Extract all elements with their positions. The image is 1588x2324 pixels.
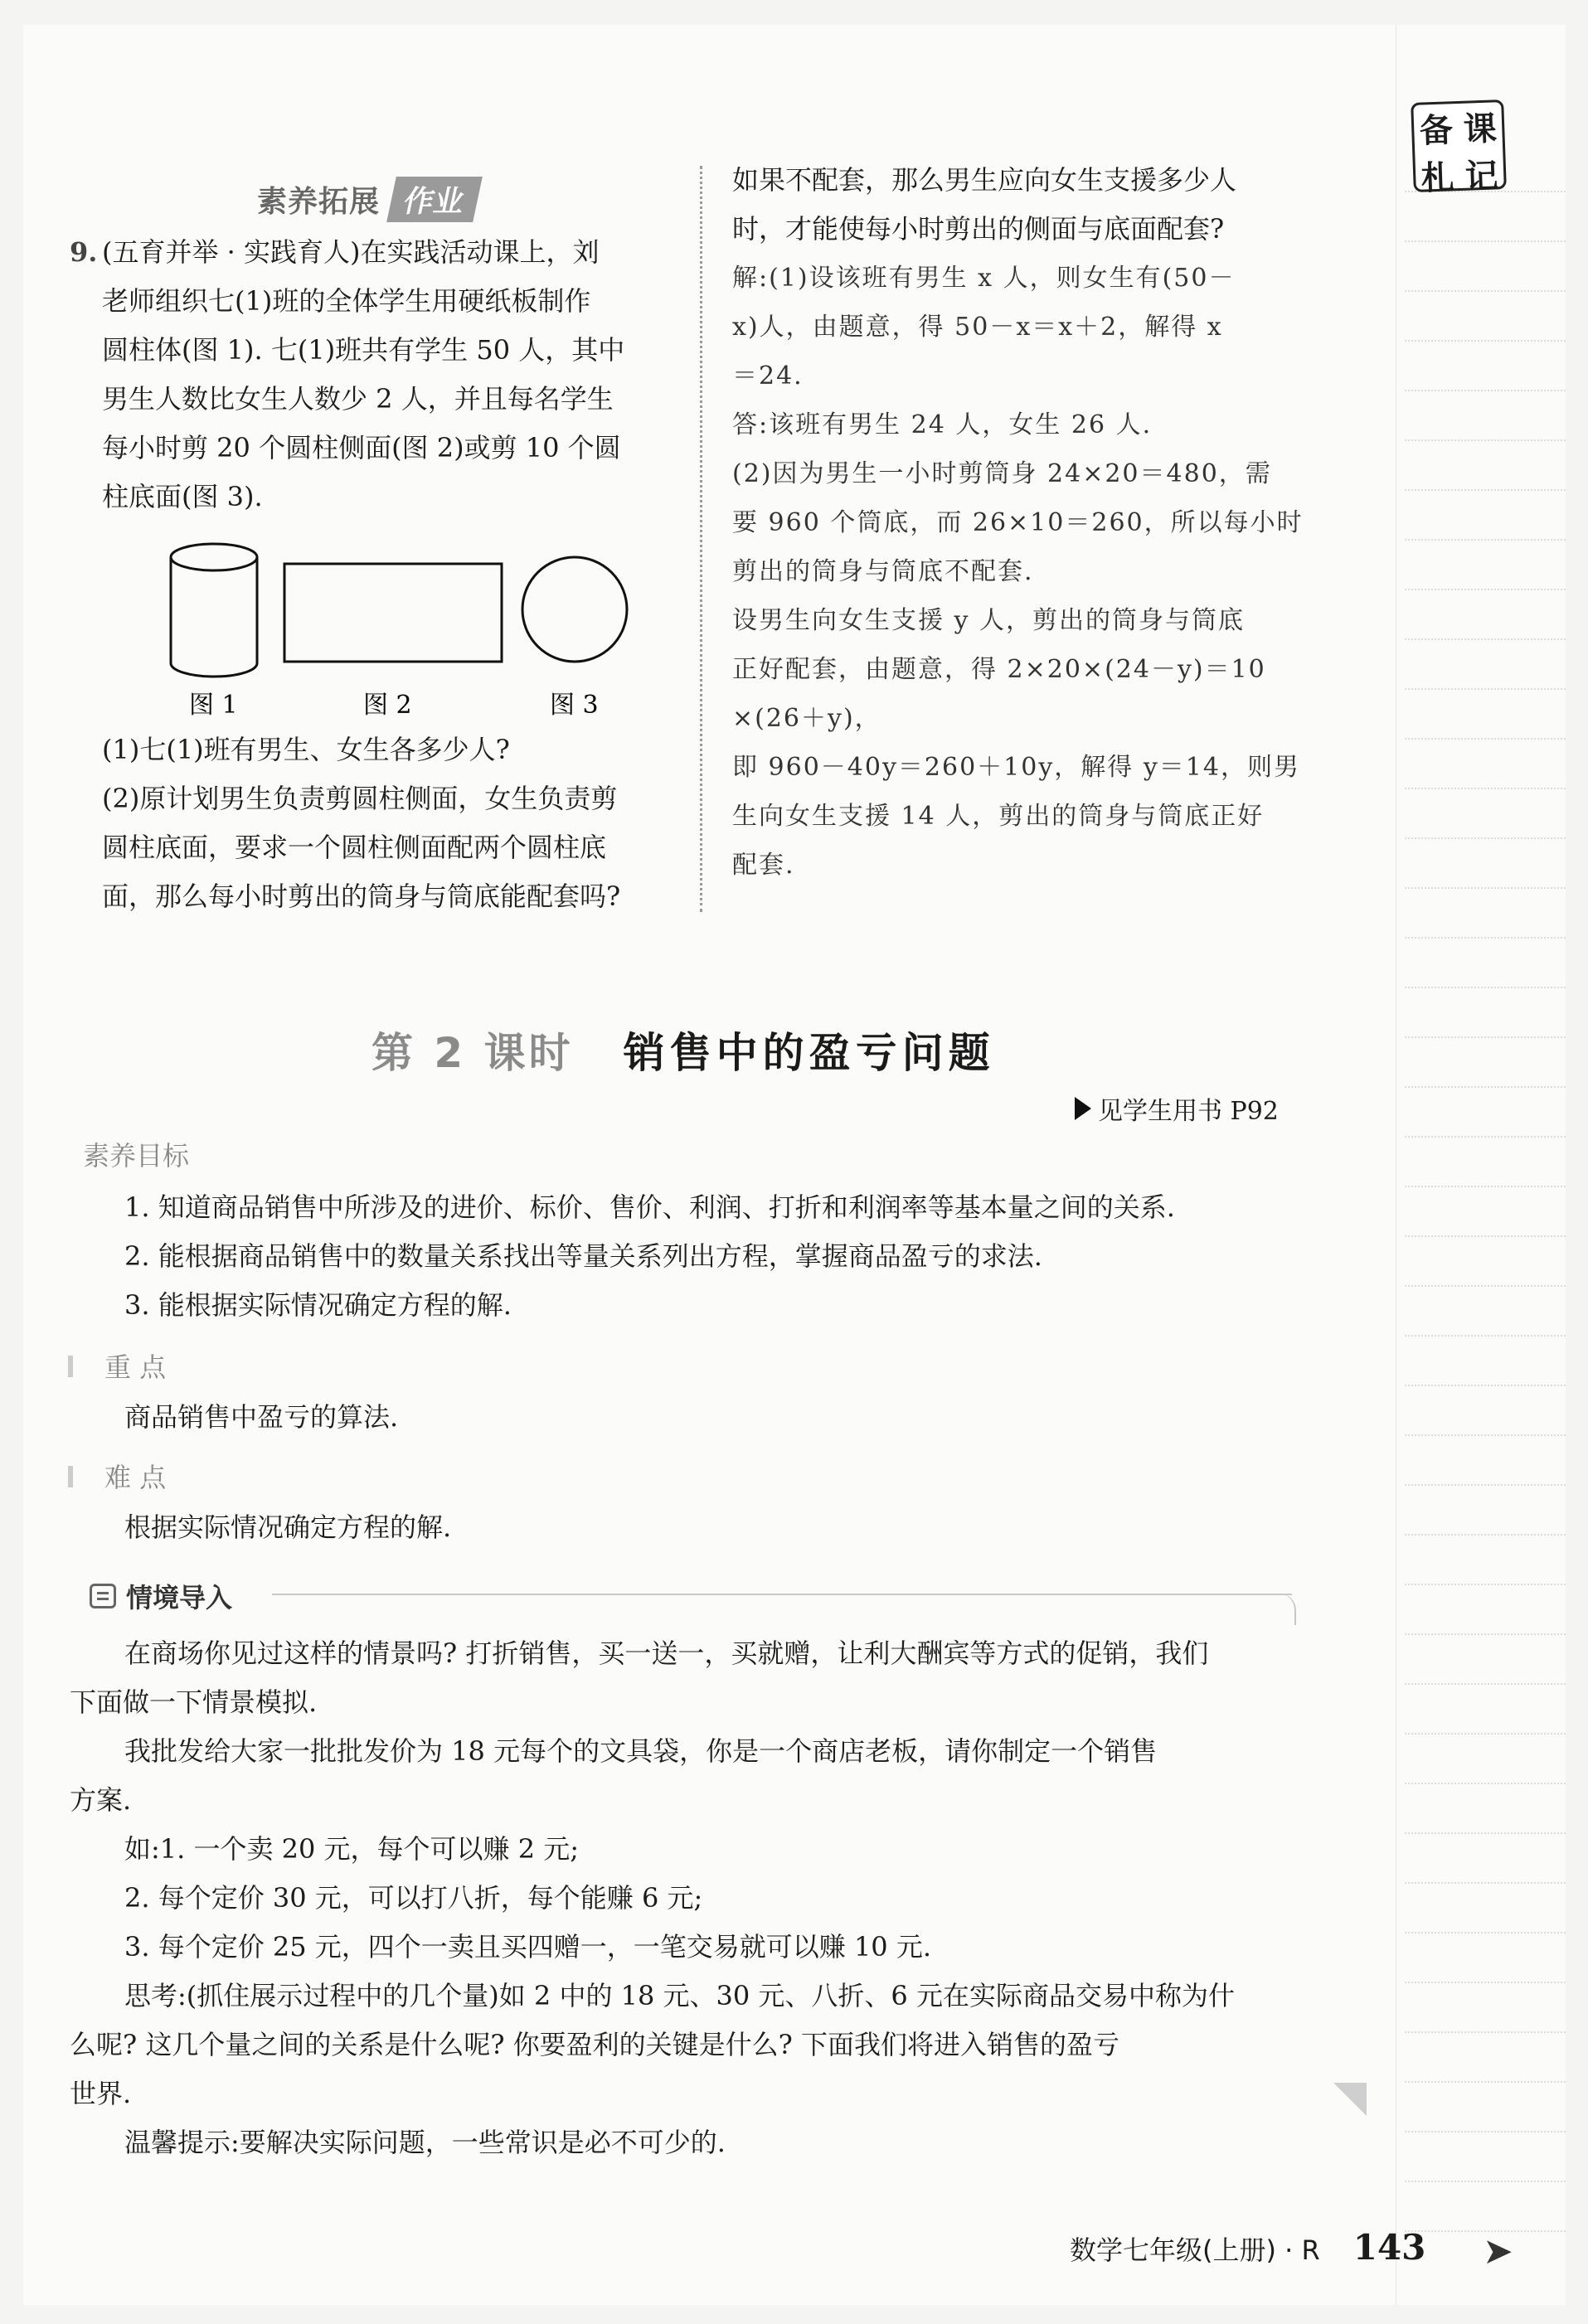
question-part: (2)原计划男生负责剪圆柱侧面，女生负责剪 xyxy=(102,783,618,814)
note-line xyxy=(1405,240,1566,242)
fig-label: 图 1 xyxy=(189,691,238,720)
note-line xyxy=(1405,1584,1566,1585)
divider-curl xyxy=(1271,1594,1296,1625)
question-line: 老师组织七(1)班的全体学生用硬纸板制作 xyxy=(102,285,591,317)
note-line xyxy=(1405,539,1566,541)
student-book-ref xyxy=(1075,1090,1279,1127)
difficulty-text: 根据实际情况确定方程的解. xyxy=(124,1511,452,1543)
answer-line: 解:(1)设该班有男生 x 人，则女生有(50－ xyxy=(732,264,1236,293)
note-line xyxy=(1405,1434,1566,1436)
note-line xyxy=(1405,1335,1566,1337)
answer-line: ＝24. xyxy=(732,361,804,391)
note-line xyxy=(1405,390,1566,391)
chat-icon xyxy=(90,1584,116,1608)
note-line xyxy=(1405,439,1566,441)
note-line xyxy=(1405,2031,1566,2033)
answer-line: 设男生向女生支援 y 人，剪出的筒身与筒底 xyxy=(732,606,1246,635)
question-line: 柱底面(图 3). xyxy=(102,481,263,512)
note-line xyxy=(1405,1982,1566,1983)
badge-char: 课 xyxy=(1463,109,1498,149)
answer-line: 配套. xyxy=(732,851,795,880)
note-line xyxy=(1405,1683,1566,1685)
situation-line: 温馨提示:要解决实际问题，一些常识是必不可少的. xyxy=(124,2127,726,2158)
note-line xyxy=(1405,987,1566,988)
rectangle-figure xyxy=(284,564,502,662)
note-line xyxy=(1405,2181,1566,2182)
homework-banner-tag: 作业 xyxy=(386,177,483,222)
note-line xyxy=(1405,1633,1566,1635)
answer-line: 正好配套，由题意，得 2×20×(24－y)＝10 xyxy=(732,655,1266,684)
note-line xyxy=(1405,2081,1566,2083)
bar-icon xyxy=(68,1356,73,1377)
situation-line: 么呢? 这几个量之间的关系是什么呢? 你要盈利的关键是什么? 下面我们将进入销售的盈亏 xyxy=(70,2029,1119,2060)
question-line: (五育并举 · 实践育人)在实践活动课上，刘 xyxy=(102,236,600,268)
lesson-number: 第 2 课时 xyxy=(372,1029,574,1077)
notes-column xyxy=(1396,25,1566,2305)
key-point-label: 重 点 xyxy=(104,1351,167,1383)
cylinder-figure xyxy=(171,544,257,677)
note-line xyxy=(1405,1832,1566,1834)
ref-text: 见学生用书 P92 xyxy=(1098,1097,1279,1126)
badge-char: 备 xyxy=(1419,111,1454,151)
note-line xyxy=(1405,1086,1566,1088)
note-line xyxy=(1405,638,1566,640)
notes-badge xyxy=(1411,99,1507,198)
situation-line: 下面做一下情景模拟. xyxy=(70,1686,318,1718)
situation-line: 思考:(抓住展示过程中的几个量)如 2 中的 18 元、30 元、八折、6 元在实际商品交易中称为什 xyxy=(124,1980,1235,2011)
situation-header xyxy=(90,1577,232,1615)
question-line: 男生人数比女生人数少 2 人，并且每名学生 xyxy=(102,383,614,415)
question-line: 每小时剪 20 个圆柱侧面(图 2)或剪 10 个圆 xyxy=(102,432,621,463)
note-line xyxy=(1405,688,1566,690)
key-point-text: 商品销售中盈亏的算法. xyxy=(124,1401,399,1433)
note-line xyxy=(1405,1186,1566,1187)
note-line xyxy=(1405,340,1566,342)
question-number: 9. xyxy=(70,236,98,268)
badge-char: 记 xyxy=(1464,157,1499,196)
answer-line: x)人，由题意，得 50－x＝x＋2，解得 x xyxy=(732,313,1223,342)
difficulty-label: 难 点 xyxy=(104,1462,167,1493)
note-line xyxy=(1405,887,1566,889)
situation-label: 情境导入 xyxy=(126,1582,233,1613)
note-line xyxy=(1405,1534,1566,1536)
fig-label: 图 3 xyxy=(550,691,599,720)
fig-label: 图 2 xyxy=(363,691,412,720)
goal-item: 3. 能根据实际情况确定方程的解. xyxy=(124,1289,512,1321)
note-line xyxy=(1405,937,1566,939)
situation-line: 世界. xyxy=(70,2078,132,2109)
note-line xyxy=(1405,1882,1566,1884)
homework-banner-title: 素养拓展 xyxy=(257,184,381,219)
footer xyxy=(1070,2227,1425,2268)
answer-line: 答:该班有男生 24 人，女生 26 人. xyxy=(732,410,1153,439)
note-line xyxy=(1405,1783,1566,1784)
goal-item: 2. 能根据商品销售中的数量关系找出等量关系列出方程，掌握商品盈亏的求法. xyxy=(124,1240,1042,1272)
section-title xyxy=(372,1020,995,1080)
homework-banner xyxy=(257,176,478,222)
situation-line: 在商场你见过这样的情景吗? 打折销售，买一送一，买就赠，让利大酬宾等方式的促销，我们 xyxy=(124,1637,1209,1669)
situation-line: 3. 每个定价 25 元，四个一卖且买四赠一，一笔交易就可以赚 10 元. xyxy=(124,1931,932,1963)
answer-line: 生向女生支援 14 人，剪出的筒身与筒底正好 xyxy=(732,802,1265,831)
note-line xyxy=(1405,837,1566,839)
question-line: 如果不配套，那么男生应向女生支援多少人 xyxy=(732,164,1237,196)
note-line xyxy=(1405,1235,1566,1237)
circle-figure xyxy=(522,557,627,662)
badge-char: 札 xyxy=(1420,158,1455,198)
note-line xyxy=(1405,1484,1566,1486)
bar-icon xyxy=(68,1466,73,1487)
goal-item: 1. 知道商品销售中所涉及的进价、标价、售价、利润、打折和利润率等基本量之间的关系. xyxy=(124,1191,1175,1223)
page-number: 143 xyxy=(1352,2227,1426,2268)
answer-line: ×(26＋y)， xyxy=(732,704,881,733)
question-part: 面，那么每小时剪出的筒身与筒底能配套吗? xyxy=(102,881,621,912)
divider xyxy=(272,1594,1292,1595)
answer-line: 即 960－40y＝260＋10y，解得 y＝14，则男 xyxy=(732,753,1300,782)
note-line xyxy=(1405,290,1566,292)
lesson-name: 销售中的盈亏问题 xyxy=(623,1029,995,1077)
note-line xyxy=(1405,1932,1566,1933)
note-line xyxy=(1405,2131,1566,2132)
note-line xyxy=(1405,1733,1566,1735)
play-arrow-icon xyxy=(1075,1097,1091,1120)
note-line xyxy=(1405,1285,1566,1287)
situation-line: 我批发给大家一批批发价为 18 元每个的文具袋，你是一个商店老板，请你制定一个销售 xyxy=(124,1735,1158,1767)
answer-line: (2)因为男生一小时剪筒身 24×20＝480，需 xyxy=(732,459,1272,488)
book-title: 数学七年级(上册) · R xyxy=(1070,2234,1320,2266)
situation-line: 方案. xyxy=(70,1784,132,1816)
column-divider xyxy=(700,166,702,912)
note-line xyxy=(1405,489,1566,491)
answer-line: 要 960 个筒底，而 26×10＝260，所以每小时 xyxy=(732,508,1304,537)
question-part: 圆柱底面，要求一个圆柱侧面配两个圆柱底 xyxy=(102,832,607,863)
answer-line: 剪出的筒身与筒底不配套. xyxy=(732,557,1034,586)
question-line: 时，才能使每小时剪出的侧面与底面配套? xyxy=(732,213,1225,245)
figures xyxy=(164,539,645,725)
note-line xyxy=(1405,589,1566,590)
note-line xyxy=(1405,1385,1566,1386)
question-line: 圆柱体(图 1). 七(1)班共有学生 50 人，其中 xyxy=(102,334,625,366)
question-part: (1)七(1)班有男生、女生各多少人? xyxy=(102,734,510,765)
goals-label: 素养目标 xyxy=(83,1140,190,1172)
page-arrow-icon: ➤ xyxy=(1483,2230,1513,2273)
situation-line: 2. 每个定价 30 元，可以打八折，每个能赚 6 元; xyxy=(124,1882,703,1914)
page xyxy=(23,25,1566,2305)
corner-mark xyxy=(1333,2083,1367,2116)
situation-line: 如:1. 一个卖 20 元，每个可以赚 2 元; xyxy=(124,1833,580,1865)
note-line xyxy=(1405,1036,1566,1038)
note-line xyxy=(1405,738,1566,740)
note-line xyxy=(1405,788,1566,789)
note-line xyxy=(1405,1136,1566,1138)
